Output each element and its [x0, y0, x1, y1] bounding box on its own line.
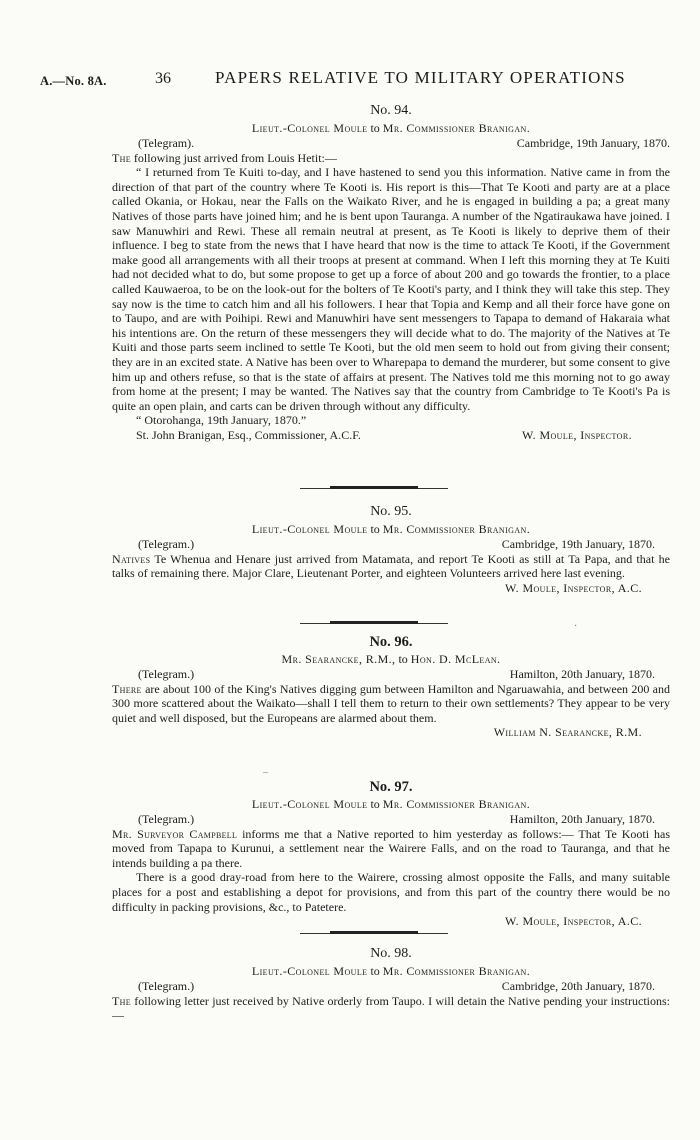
telegram-body — [112, 682, 670, 726]
telegram-kind: (Telegram.) — [138, 666, 195, 681]
signature: W. Moule, Inspector. — [522, 427, 632, 442]
telegram-kind: (Telegram.) — [138, 536, 195, 551]
telegram-meta — [112, 537, 670, 552]
telegram-96 — [112, 633, 670, 740]
to-word: to — [370, 797, 380, 811]
section-divider — [300, 488, 448, 489]
recipient: Mr. Commissioner Branigan. — [382, 797, 531, 811]
telegram-number: No. 94. — [370, 103, 412, 118]
stray-mark: – — [263, 767, 268, 778]
lead-word: There — [112, 681, 142, 696]
telegram-meta — [112, 979, 670, 994]
sender: Lieut.-Colonel Moule — [251, 797, 368, 811]
body-text: following letter just received by Native orderly from Taupo. I will detain the Native pending your instructions:— — [112, 993, 671, 1023]
telegram-place-date: Cambridge, 19th January, 1870. — [516, 135, 670, 150]
telegram-kind: (Telegram.) — [138, 811, 195, 826]
telegram-94 — [112, 102, 670, 443]
recipient: Hon. D. McLean. — [410, 652, 501, 666]
telegram-intro — [112, 151, 670, 166]
body-text: are about 100 of the King's Natives digging gum between Hamilton and Ngaruawahia, and between 200 and 300 more scattered about the Waikato—shall I tell them to return to their own settlements? They appear to be very quiet and well disposed, but the Europeans are alarmed about them. — [112, 681, 671, 725]
telegram-place-date: Hamilton, 20th January, 1870. — [509, 811, 655, 826]
section-divider — [300, 933, 448, 934]
telegram-addressing — [112, 797, 670, 812]
telegram-kind: (Telegram). — [138, 135, 195, 150]
telegram-addressing — [112, 652, 670, 667]
to-word: to — [370, 964, 380, 978]
telegram-footer — [112, 725, 670, 740]
telegram-footer — [112, 914, 670, 929]
recipient: Mr. Commissioner Branigan. — [382, 964, 531, 978]
telegram-body — [112, 827, 670, 871]
sender: Lieut.-Colonel Moule — [251, 522, 368, 536]
page-number: 36 — [155, 70, 171, 87]
sender: Mr. Searancke, R.M., — [281, 652, 396, 666]
signature: W. Moule, Inspector, A.C. — [505, 580, 642, 595]
telegram-body: “ I returned from Te Kuiti to-day, and I have hastened to send you this information. Native came in from the direction of that part of the country where Te Kooti is. His report is this—That Te Kooti and party are at a place called Okania, or Hokau, near the Falls on the Waikato River, and he is engaged in building a pa; a great many Natives of those parts have joined him; and he is bent upon Tauranga. A number of the Ngatiraukawa have joined. I saw Manuwhiri and Rewi. These all remain neutral at present, as Te Kooti is likely to deprive them of their influence. I beg to state from the news that I have heard that now is the time to attack Te Kooti, if the Government make good all arrangements with all their troops at present at command. When I left this morning they at Te Kuiti had not decided what to do, but some propose to get up a force of about 200 and go towards the frontier, to a place called Kauwaeroa, to be on the look-out for the bolters of Te Kooti's party, and I think they will take this step. They say now is the time to catch him and all his followers. I hear that Topia and Kemp and all their force have gone on to Taupo, and are with Poihipi. Rewi and Manuwhiri have sent messengers to Tapapa to demand of Hakaraia what his intentions are. On the return of these messengers they will decide what to do. The majority of the Natives at Te Kuiti and those parts seem inclined to settle Te Kooti, but the old men seem to hold out from giving their consent; they are in an excited state. A Native has been over to Wharepapa to demand the murderer, but some consent to give him up and others refuse, so that is the state of affairs at present. The Natives told me this morning not to go away from home at the present; I may be wanted. The Natives say that the country from Cambridge to Te Kooti's Pa is quite an open plain, and carts can be driven through without any difficulty. — [112, 165, 670, 413]
telegram-95 — [112, 503, 670, 596]
page-header — [40, 68, 670, 94]
telegram-98 — [112, 945, 670, 1023]
telegram-number: No. 97. — [369, 779, 413, 795]
telegram-addressing — [112, 522, 670, 537]
running-title: PAPERS RELATIVE TO MILITARY OPERATIONS — [215, 68, 626, 87]
lead-word: The — [112, 993, 131, 1008]
section-divider — [300, 623, 448, 624]
lead-word: The — [112, 150, 131, 165]
telegram-kind: (Telegram.) — [138, 978, 195, 993]
telegram-body — [112, 994, 670, 1023]
telegram-number: No. 95. — [370, 504, 412, 519]
document-reference: A.—No. 8A. — [40, 74, 107, 88]
telegram-place-date: Hamilton, 20th January, 1870. — [509, 666, 655, 681]
lead-word: Natives — [112, 551, 151, 566]
telegram-number: No. 96. — [369, 634, 413, 650]
recipient: Mr. Commissioner Branigan. — [382, 121, 531, 135]
telegram-addressing — [112, 964, 670, 979]
telegram-addressing — [112, 121, 670, 136]
telegram-meta — [112, 136, 670, 151]
recipient: Mr. Commissioner Branigan. — [382, 522, 531, 536]
telegram-meta — [112, 812, 670, 827]
to-word: to — [370, 522, 380, 536]
telegram-place-date: Cambridge, 19th January, 1870. — [501, 536, 655, 551]
telegram-footer — [112, 428, 670, 443]
sender: Lieut.-Colonel Moule — [251, 121, 368, 135]
signature: William N. Searancke, R.M. — [493, 725, 642, 740]
telegram-meta — [112, 667, 670, 682]
to-word: to — [370, 121, 380, 135]
intro-text: following just arrived from Louis Hetit:— — [133, 150, 337, 165]
lead-word: Mr. Surveyor Campbell — [112, 826, 238, 841]
to-word: to — [398, 652, 408, 666]
signature: W. Moule, Inspector, A.C. — [505, 914, 642, 929]
telegram-number: No. 98. — [370, 946, 412, 961]
body-text: informs me that a Native reported to him yesterday as follows:— That Te Kooti has moved from Tapapa to Kurunui, a settlement near the Wairere Falls, and on the road to Tauranga, and that he intends building a pa there. — [112, 826, 670, 870]
telegram-place-date: Cambridge, 20th January, 1870. — [501, 978, 655, 993]
telegram-body-continued: There is a good dray-road from here to the Wairere, crossing almost opposite the Falls, and many suitable places for a post and establishing a depot for provisions, and from this part of the country there would be no difficulty in packing provisions, &c., to Patetere. — [112, 870, 670, 914]
stray-mark: · — [574, 621, 578, 632]
telegram-body — [112, 552, 670, 581]
addressee-line: St. John Branigan, Esq., Commissioner, A.C.F. — [136, 427, 361, 442]
telegram-dateline: “ Otorohanga, 19th January, 1870.” — [136, 413, 307, 428]
telegram-97 — [112, 778, 670, 929]
sender: Lieut.-Colonel Moule — [251, 964, 368, 978]
telegram-footer — [112, 581, 670, 596]
body-text: Te Whenua and Henare just arrived from Matamata, and report Te Kooti as still at Ta Papa, and that he talks of remaining there. Major Clare, Lieutenant Porter, and eighteen Volunteers arrived here last evening. — [112, 551, 670, 581]
